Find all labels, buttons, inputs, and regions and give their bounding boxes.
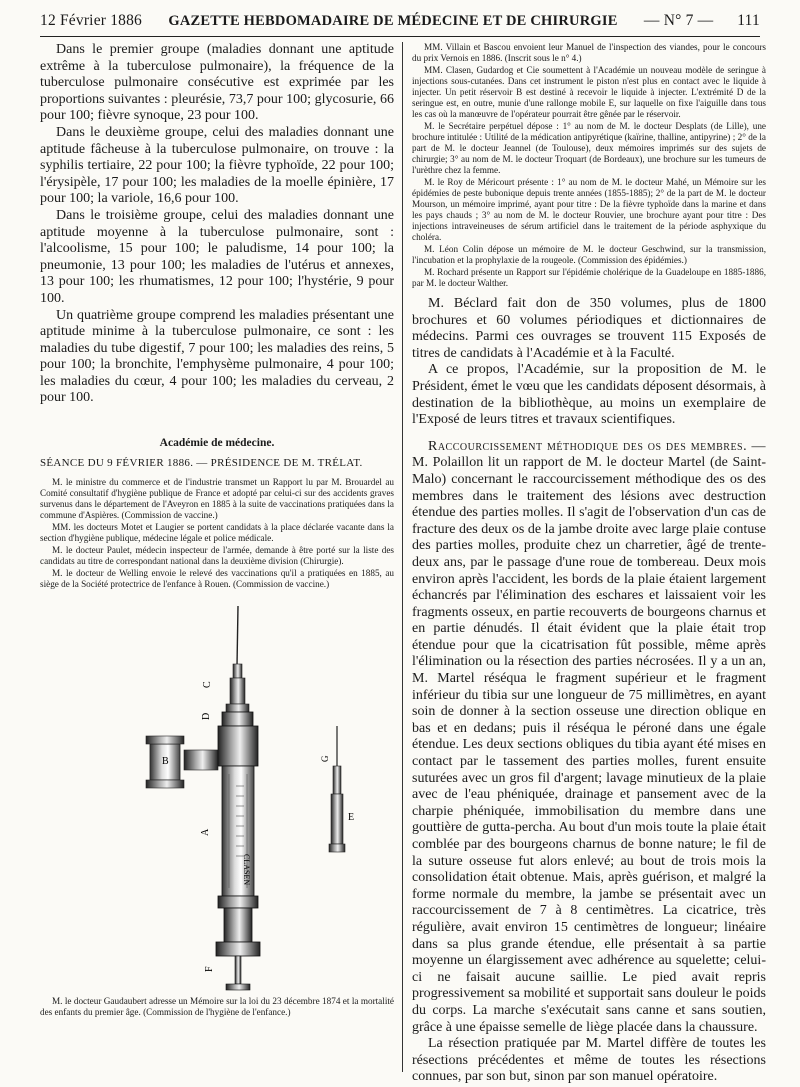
raccourcissement-heading: Raccourcissement méthodique des os des membres. — (428, 438, 766, 454)
paragraph: M. Béclard fait don de 350 volumes, plus de 1800 brochures et 60 volumes périodiques et dictionnaires de médecins. Parmi ces ouvrages se trouvent 115 Exposés de titres de candidats à l'Académie et à la Faculté. (412, 296, 766, 361)
small-paragraph: M. le ministre du commerce et de l'industrie transmet un Rapport lu par M. Brouardel au Comité consultatif d'hygiène publique de France et adopté par celui-ci sur des accidents graves survenus dans le département de l'Aveyron en 1885 à la suite de vaccinations pratiquées dans la commune d'Aspières. (Commission de vaccine.) (40, 477, 394, 521)
figure-label-b: B (162, 756, 169, 768)
raccourcissement-body: M. Polaillon lit un rapport de M. le docteur Martel (de Saint-Malo) concernant le raccourcissement méthodique des os des membres dans le traitement des lésions avec destruction étendue des parties molles. Il s'agit de l'observation d'un cas de fracture des deux os de la jambe droite avec large plaie contuse des parties molles, produite chez un charretier, âgé de trente-deux ans, par le passage d'une roue de tombereau. Deux mois environ après l'accident, les bords de la plaie étaient largement échancrés par l'élimination des eschares et laissaient voir les fragments osseux, en partie recouverts de bourgeons charnus et en partie dénudés. Il était évident que la plaie était trop étendue pour que la cicatrisation fût possible, même après l'élimination ou la résection des parties nécrosées. Il y a un an, M. Martel réséqua le fragment supérieur et le fragment inférieur du tibia sur une longueur de 75 millimètres, en ayant soin de donner à la section osseuse une direction oblique en bas et en dedans; puis il réséqua le péroné dans une égale étendue. Les deux sections obliques du tibia ayant été mises en contact par le tassement des parties molles, furent ensuite suturées avec un gros fil d'argent; lavage minutieux de la plaie avec de l'eau phéniquée, drainage et pansement avec de la charpie phéniquée, immobilisation du membre dans une gouttière de gutta-percha. Au bout d'un mois toute la plaie était comblée par des bourgeons charnus de bonne nature; le fil de la suture osseuse fut alors enlevé; au bout de trois mois la consolidation était obtenue. Mais, après guérison, et malgré la forme normale du membre, la jambe se présentait avec un raccourcissement de 7 à 8 centimètres. La cicatrice, très régulière, avait environ 15 centimètres de longueur; linéaire dans sa plus grande étendue, elle présentait à sa partie moyenne un élargissement avec adhérence au squelette; celui-ci ne faisait aucune saillie. Le pied avait repris progressivement sa mobilité et supportait sans douleur le poids du corps. La marche s'exécutait sans canne et sans soutien, grâce à une épaisse semelle de liège placée dans la chaussure. (412, 455, 766, 1035)
seance-line: SÉANCE DU 9 FÉVRIER 1886. — PRÉSIDENCE DE M. TRÉLAT. (40, 457, 363, 470)
figure-stamp: CLASEN (242, 854, 251, 886)
spacer (412, 429, 766, 439)
figure-label-e: E (348, 812, 355, 824)
header-issue-number: — N° 7 — (643, 12, 714, 29)
small-paragraph: MM. les docteurs Motet et Laugier se portent candidats à la place déclarée vacante dans la section d'hygiène publique, médecine légale et police médicale. (40, 522, 394, 544)
page-header (40, 8, 760, 34)
figure-label-d: D (201, 712, 212, 721)
small-paragraph: M. le Roy de Méricourt présente : 1° au nom de M. le docteur Mahé, un Mémoire sur les épidémies de peste bubonique depuis trente années (1855-1885); 2° de la part de M. le docteur Mourson, un mémoire imprimé, ayant pour titre : De la fièvre typhoïde dans la marine et dans les pays chauds ; 3° au nom de M. le docteur Rouvier, une brochure ayant pour titre : Des injections intraveineuses de sérum artificiel dans le traitement de la période asphyxique du choléra. (412, 177, 766, 242)
figure-label-a: A (200, 828, 211, 837)
figure-label-c: C (202, 681, 213, 689)
paragraph: A ce propos, l'Académie, sur la proposition de M. le Président, émet le vœu que les candidats déposent désormais, à destination de la bibliothèque, au moins un exemplaire de l'Exposé de leurs titres et travaux scientifiques. (412, 362, 766, 428)
header-date: 12 Février 1886 (40, 12, 143, 29)
small-paragraph: M. le Secrétaire perpétuel dépose : 1° au nom de M. le docteur Desplats (de Lille), une brochure intitulée : Utilité de la médication antipyrétique (kaïrine, thalline, antipyrine) ; 2° de la part de M. le docteur Jeannel (de Toulouse), deux mémoires imprimés sur des sujets de chirurgie; 3° au nom de M. le docteur Troquart (de Bordeaux), une brochure sur les tumeurs de l'urèthre chez la femme. (412, 121, 766, 175)
column-divider (402, 42, 403, 1072)
header-right (644, 12, 760, 30)
syringe-illustration (40, 596, 394, 996)
left-column (40, 42, 394, 1018)
small-paragraph: M. le docteur de Welling envoie le relevé des vaccinations qu'il a pratiquées en 1885, au siège de la Société protectrice de l'enfance à Rouen. (Commission de vaccine.) (40, 568, 394, 590)
header-page-number: 111 (737, 12, 760, 29)
paragraph: Dans le premier groupe (maladies donnant une aptitude extrême à la tuberculose pulmonaire), la fréquence de la tuberculose pulmonaire consécutive est exprimée par les proportions suivantes : pleurésie, 73,7 pour 100; glycosurie, 66 pour 100; fièvre synoque, 23 pour 100. (40, 42, 394, 124)
raccourcissement-paragraph (412, 439, 766, 1036)
small-paragraph: MM. Clasen, Gudardog et Cie soumettent à l'Académie un nouveau modèle de seringue à injections sous-cutanées. Dans cet instrument le piston n'est plus en contact avec le liquide à injecter. Un petit réservoir B est destiné à recevoir le liquide à injecter. L'extrémité D de la seringue est, en outre, munie d'une rallonge mobile E, sur laquelle on fixe l'aiguille dans tous les cas où la manœuvre de l'opérateur pourrait être gênée par le réservoir. (412, 65, 766, 119)
header-rule (40, 36, 760, 37)
right-column (412, 42, 766, 1086)
paragraph: Dans le troisième groupe, celui des maladies donnant une aptitude moyenne à la tuberculose pulmonaire, sont : l'alcoolisme, 15 pour 100; le paludisme, 14 pour 100; la pneumonie, 13 pour 100; les maladies de l'utérus et annexes, 13 pour 100; les rhumatismes, 12 pour 100; l'hystérie, 9 pour 100. (40, 207, 394, 306)
header-journal-title: GAZETTE HEBDOMADAIRE DE MÉDECINE ET DE CHIRURGIE (168, 12, 618, 29)
section-title: Académie de médecine. (159, 437, 275, 450)
paragraph: Un quatrième groupe comprend les maladies présentant une aptitude minime à la tuberculose pulmonaire, ce sont : les maladies du tube digestif, 7 pour 100; les maladies des reins, 5 pour 100; la bronchite, l'emphysème pulmonaire, 4 pour 100; les maladies du cœur, 4 pour 100; les maladies du cerveau, 2 pour 100. (40, 307, 394, 406)
small-paragraph: M. le docteur Paulet, médecin inspecteur de l'armée, demande à être porté sur la liste des candidats au titre de correspondant national dans la deuxième division (Chirurgie). (40, 545, 394, 567)
paragraph: Dans le deuxième groupe, celui des maladies donnant une aptitude fâcheuse à la tuberculose pulmonaire, on trouve : la syphilis tertiaire, 22 pour 100; la fièvre typhoïde, 22 pour 100; l'érysipèle, 17 pour 100; les maladies de la moelle épinière, 17 pour 100; la variole, 16,6 pour 100. (40, 124, 394, 207)
small-paragraph: M. Léon Colin dépose un mémoire de M. le docteur Geschwind, sur la transmission, l'incubation et la prophylaxie de la rougeole. (Commission des épidémies.) (412, 244, 766, 265)
figure-label-f: F (204, 966, 215, 973)
small-paragraph: MM. Villain et Bascou envoient leur Manuel de l'inspection des viandes, pour le concours du prix Vernois en 1886. (Inscrit sous le n° 4.) (412, 42, 766, 63)
small-paragraph: M. Rochard présente un Rapport sur l'épidémie cholérique de la Guadeloupe en 1885-1886, par M. le docteur Walther. (412, 267, 766, 288)
paragraph: La résection pratiquée par M. Martel diffère de toutes les résections précédentes et même de toutes les résections connues, par son but, sinon par son manuel opératoire. (412, 1036, 766, 1085)
figure-label-g: G (320, 755, 330, 763)
syringe-figure (40, 596, 394, 996)
figure-caption: M. le docteur Gaudaubert adresse un Mémoire sur la loi du 23 décembre 1874 et la mortalité des enfants du premier âge. (Commission de l'hygiène de l'enfance.) (40, 996, 394, 1018)
